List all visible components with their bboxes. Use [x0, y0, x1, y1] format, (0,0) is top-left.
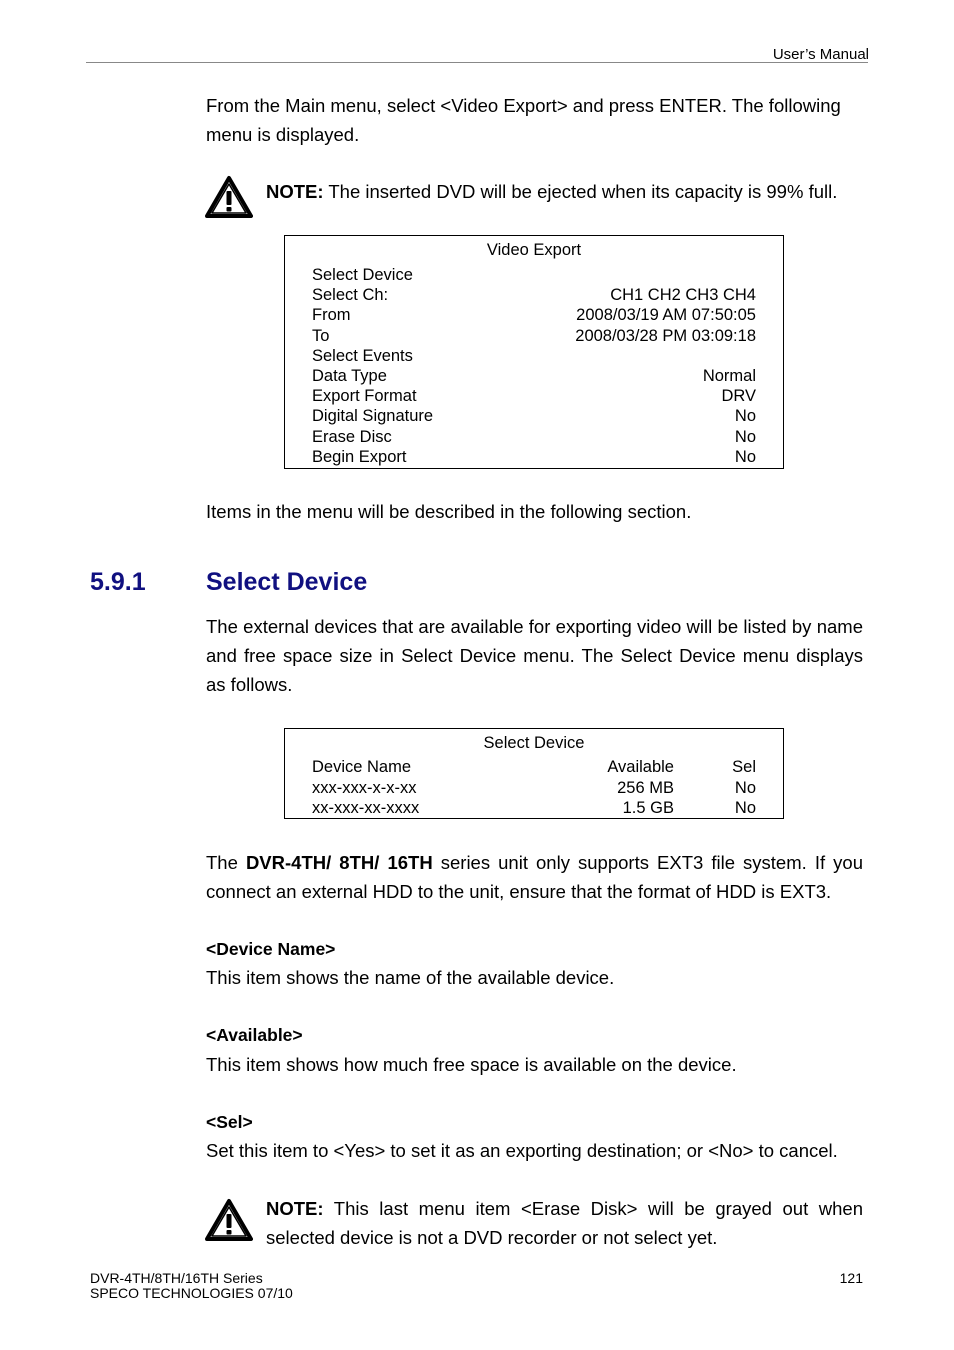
ext3-paragraph	[206, 848, 863, 906]
section-title: Select Device	[206, 568, 368, 596]
device-name-cell: xx-xxx-xx-xxxx	[312, 799, 420, 817]
items-paragraph: Items in the menu will be described in the following section.	[206, 501, 692, 522]
table-row	[285, 778, 783, 799]
footer-series: DVR-4TH/8TH/16TH Series	[90, 1270, 263, 1286]
intro-paragraph: From the Main menu, select <Video Export> and press ENTER. The following menu is displayed.	[206, 95, 841, 145]
warning-icon	[205, 1198, 253, 1242]
menu-row-label: From	[312, 306, 351, 325]
menu-row	[285, 386, 783, 406]
available-text: This item shows how much free space is available on the device.	[206, 1054, 737, 1075]
menu-row-label: Select Device	[312, 266, 413, 284]
menu-row-label: Select Events	[312, 346, 413, 365]
menu-row-label: Erase Disc	[312, 427, 392, 446]
model-name: DVR-4TH/ 8TH/ 16TH	[245, 852, 433, 873]
menu-row	[285, 346, 783, 366]
menu-row-label: Select Ch:	[312, 286, 389, 305]
sel-text: Set this item to <Yes> to set it as an exporting destination; or <No> to cancel.	[206, 1140, 838, 1161]
table-row	[285, 798, 783, 819]
menu-row	[285, 305, 783, 325]
page-number: 121	[839, 1270, 863, 1286]
menu-row	[285, 326, 783, 346]
column-header-device-name: Device Name	[312, 758, 412, 776]
device-name-text: This item shows the name of the available device.	[206, 967, 615, 988]
footer-company: SPECO TECHNOLOGIES 07/10	[90, 1285, 293, 1301]
menu-title: Select Device	[483, 734, 585, 752]
available-cell: 1.5 GB	[622, 799, 674, 817]
warning-icon	[205, 175, 253, 219]
note-label: NOTE:	[266, 181, 324, 202]
menu-row	[285, 427, 783, 447]
sel-heading: <Sel>	[206, 1112, 253, 1132]
menu-row-value: 2008/03/19 AM 07:50:05	[576, 306, 756, 325]
device-name-cell: xxx-xxx-x-x-xx	[312, 778, 417, 797]
sel-cell: No	[734, 778, 756, 797]
note-label: NOTE:	[266, 1198, 324, 1219]
menu-row-value: No	[734, 407, 756, 426]
menu-row-label: Begin Export	[312, 447, 407, 466]
menu-row-label: Export Format	[312, 387, 417, 406]
note-text: The inserted DVD will be ejected when its capacity is 99% full.	[323, 181, 838, 202]
select-device-menu	[284, 728, 784, 819]
running-header: User’s Manual	[772, 46, 869, 63]
note-2	[266, 1194, 863, 1252]
device-name-heading: <Device Name>	[206, 939, 336, 959]
ext3-post: series unit only supports EXT3 file system. If you connect an external HDD to the unit, ensure that the format of HDD is EXT3.	[206, 852, 863, 902]
available-cell: 256 MB	[617, 778, 674, 797]
section-number: 5.9.1	[90, 568, 146, 596]
menu-title: Video Export	[486, 241, 582, 259]
menu-row-label: Data Type	[312, 366, 387, 385]
available-heading: <Available>	[206, 1025, 303, 1045]
menu-row	[285, 406, 783, 426]
section-paragraph: The external devices that are available for exporting video will be listed by name and free space size in Select Device menu. The Select Device menu displays as follows.	[206, 616, 863, 695]
device-table-header	[285, 757, 783, 778]
menu-row	[285, 366, 783, 386]
note-1	[266, 177, 863, 206]
menu-row-value: No	[734, 447, 756, 466]
menu-row-label: To	[312, 326, 330, 345]
header-rule	[86, 62, 868, 63]
note-text: This last menu item <Erase Disk> will be grayed out when selected device is not a DVD recorder or not select yet.	[266, 1198, 863, 1248]
menu-row-value: 2008/03/28 PM 03:09:18	[575, 326, 756, 345]
menu-row-value: CH1 CH2 CH3 CH4	[610, 286, 756, 305]
menu-row-label: Digital Signature	[312, 407, 434, 426]
video-export-menu	[284, 235, 784, 469]
menu-row-value: DRV	[721, 387, 756, 406]
column-header-available: Available	[607, 758, 674, 776]
menu-row	[285, 447, 783, 467]
menu-row	[285, 285, 783, 305]
menu-row-value: No	[734, 427, 756, 446]
sel-cell: No	[734, 799, 756, 817]
column-header-sel: Sel	[732, 758, 756, 776]
ext3-pre: The	[206, 852, 246, 873]
menu-row-value: Normal	[702, 366, 756, 385]
footer-left	[90, 1271, 293, 1301]
menu-row	[285, 265, 783, 285]
